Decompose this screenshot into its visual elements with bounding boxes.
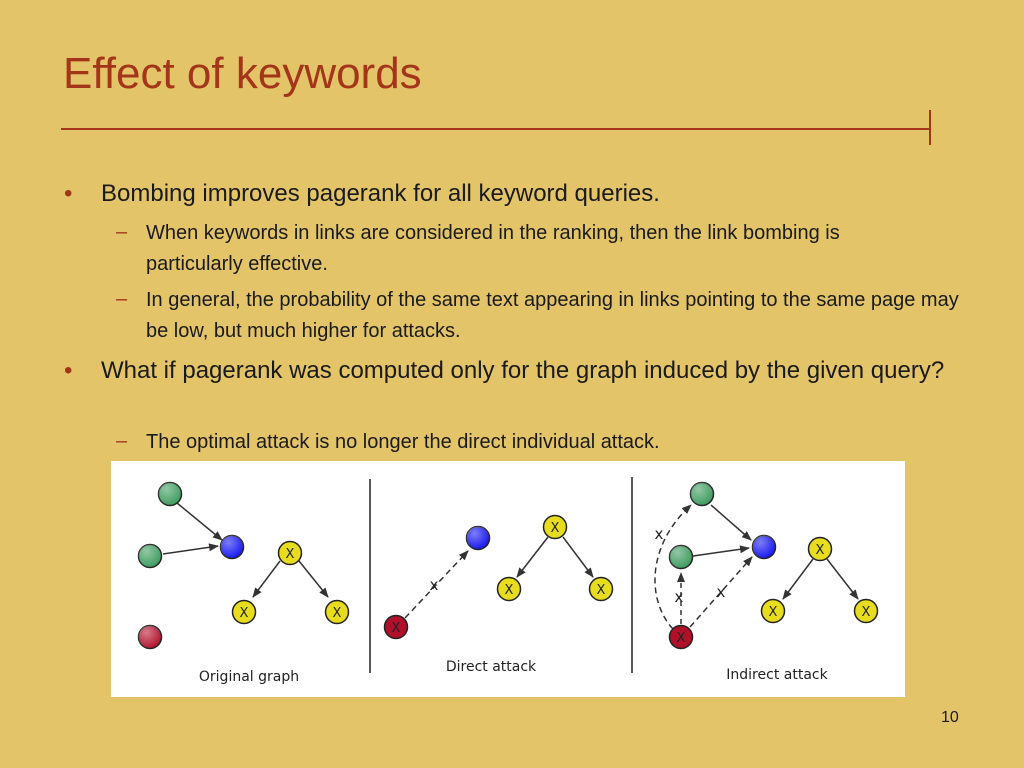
graph-edge: [783, 559, 813, 599]
graph-edge: [517, 537, 548, 577]
yellow-x-node: [809, 538, 832, 561]
title-underline: [61, 128, 931, 130]
sub-bullet-item: [116, 218, 936, 280]
page-number: 10: [941, 709, 959, 726]
panel-indirect-attack: [655, 483, 878, 684]
bullet-mark: •: [64, 180, 73, 207]
green-node: [691, 483, 714, 506]
graph-edge: [253, 561, 280, 597]
green-node: [139, 545, 162, 568]
graph-edge: [711, 505, 751, 540]
yellow-x-node: [590, 578, 613, 601]
graph-edge: [299, 561, 328, 597]
bullet-mark: •: [64, 357, 73, 384]
yellow-x-node: [233, 601, 256, 624]
bullet-text: Bombing improves pagerank for all keyword queries.: [101, 180, 660, 207]
blue-node: [467, 527, 490, 550]
yellow-x-node: [762, 600, 785, 623]
panel-original-graph: [139, 483, 349, 686]
yellow-x-node: [498, 578, 521, 601]
node-label: X: [768, 605, 778, 620]
blue-node: [753, 536, 776, 559]
graph-edge: [563, 537, 593, 577]
red-node: [139, 626, 162, 649]
edge-label: x: [674, 588, 684, 606]
red-x-node: [670, 626, 693, 649]
sub-bullet-item: [116, 427, 966, 458]
sub-bullet-text: The optimal attack is no longer the direct individual attack.: [146, 431, 660, 453]
bullet-text: What if pagerank was computed only for the graph induced by the given query?: [101, 357, 945, 384]
yellow-x-node: [544, 516, 567, 539]
graph-edge: [693, 548, 749, 556]
sub-bullet-mark: –: [116, 288, 128, 310]
sub-bullet-text: In general, the probability of the same text appearing in links pointing to the same page may be low, but much higher for attacks.: [146, 289, 959, 342]
sub-bullet-text: When keywords in links are considered in the ranking, then the link bombing is particularly effective.: [146, 222, 840, 275]
node-label: X: [861, 605, 871, 620]
panel-caption: Original graph: [198, 669, 300, 685]
edge-label: x: [429, 576, 439, 594]
title-underline-end-tick: [929, 110, 931, 145]
bullet-item: [64, 354, 961, 387]
bullet-item: [64, 177, 961, 210]
slide-title: Effect of keywords: [63, 49, 422, 98]
edge-label: x: [716, 583, 726, 601]
node-label: X: [285, 547, 295, 562]
graph-edge: [163, 546, 218, 554]
yellow-x-node: [326, 601, 349, 624]
sub-bullet-mark: –: [116, 221, 128, 243]
panel-caption: Indirect attack: [726, 667, 828, 683]
graph-edge: [177, 503, 222, 540]
panel-direct-attack: [385, 516, 613, 676]
blue-node: [221, 536, 244, 559]
node-label: X: [676, 631, 686, 646]
node-label: X: [391, 621, 401, 636]
node-label: X: [815, 543, 825, 558]
attack-graph-svg: [111, 461, 905, 697]
green-node: [670, 546, 693, 569]
node-label: X: [332, 606, 342, 621]
graph-edge: [827, 559, 858, 599]
red-x-node: [385, 616, 408, 639]
attack-graph-figure: [111, 461, 905, 697]
yellow-x-node: [855, 600, 878, 623]
node-label: X: [550, 521, 560, 536]
node-label: X: [504, 583, 514, 598]
edge-label: x: [654, 525, 664, 543]
panel-caption: Direct attack: [445, 659, 537, 675]
sub-bullet-item: [116, 285, 966, 347]
sub-bullet-mark: –: [116, 430, 128, 452]
yellow-x-node: [279, 542, 302, 565]
node-label: X: [596, 583, 606, 598]
green-node: [159, 483, 182, 506]
node-label: X: [239, 606, 249, 621]
